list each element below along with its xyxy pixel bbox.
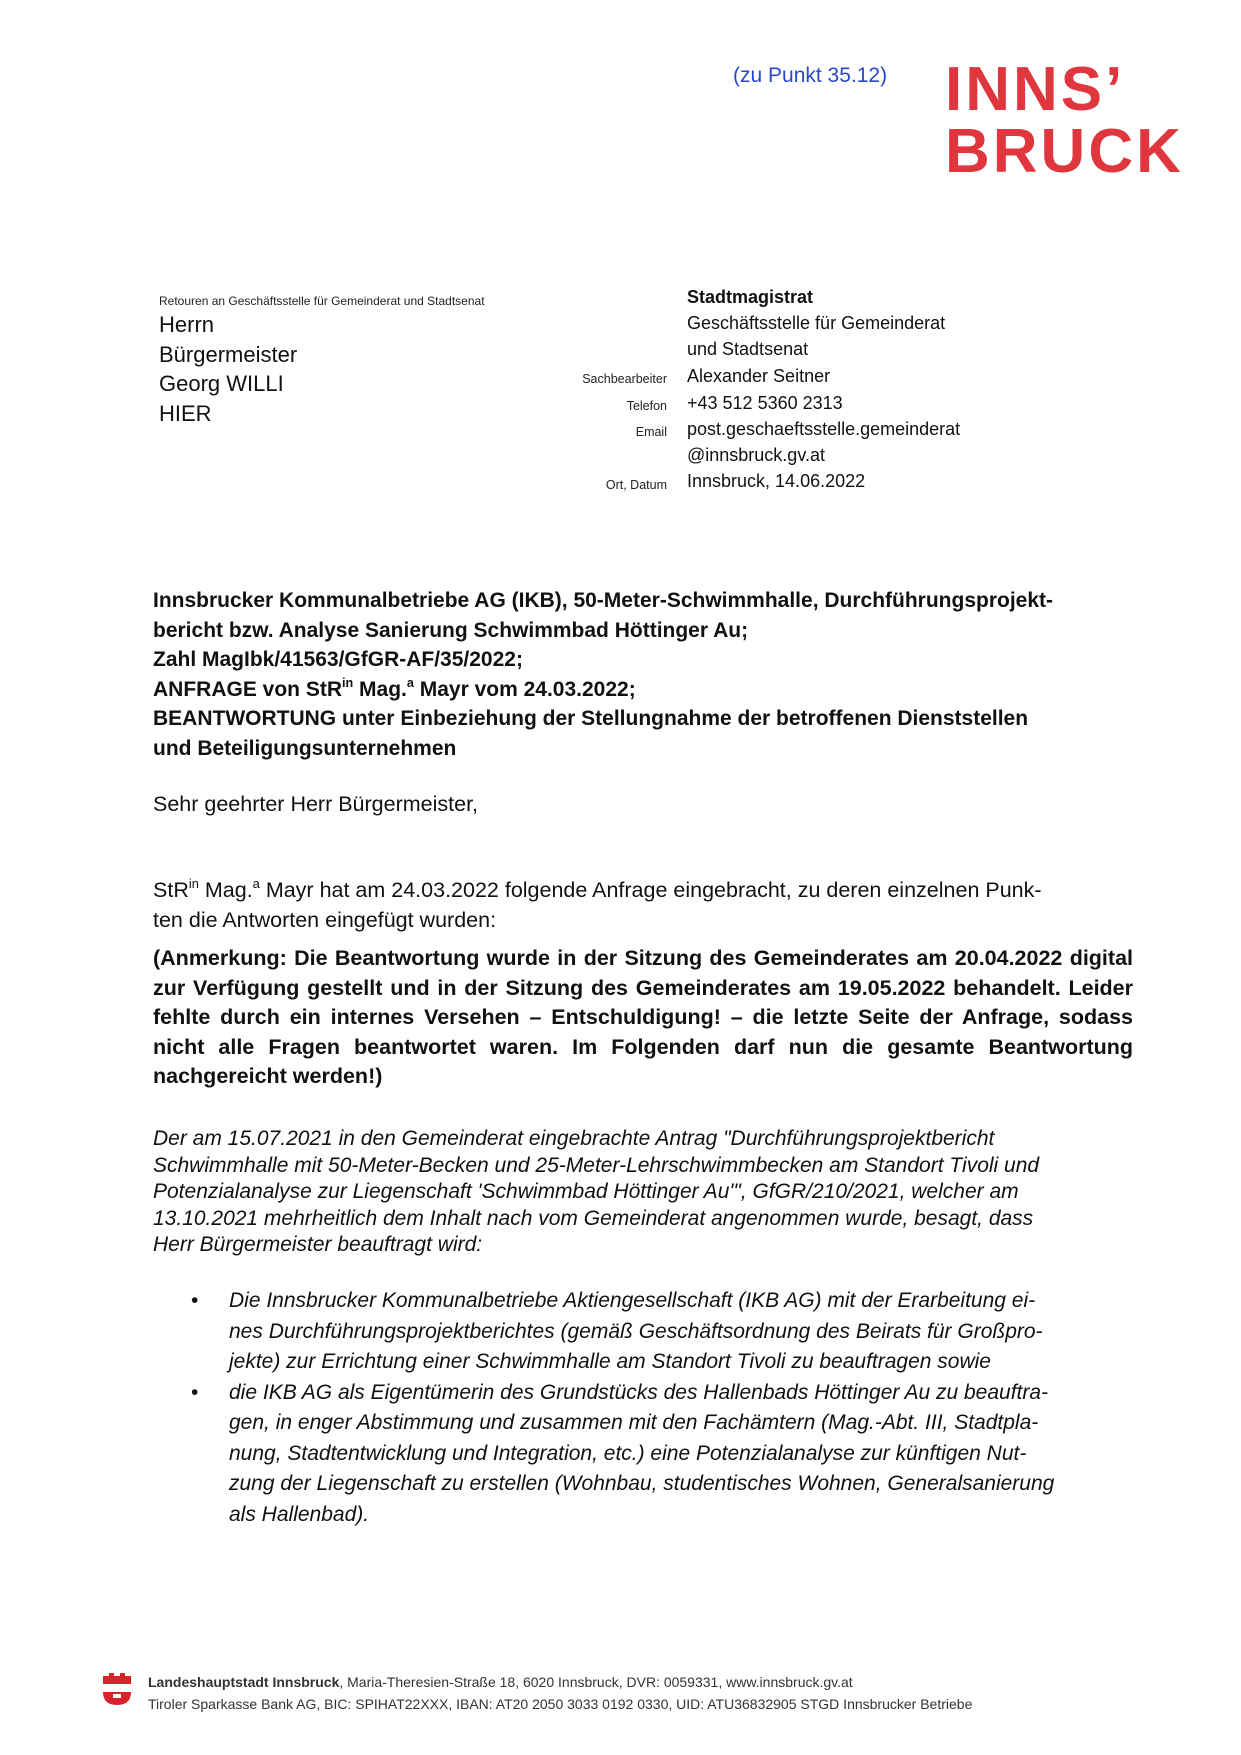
subject-line: ANFRAGE von StR$^{in}$ Mag.$^a$ Mayr vom 24.03.2022; — [153, 675, 636, 701]
recipient-line: Bürgermeister — [159, 341, 298, 367]
footer — [100, 1664, 1160, 1724]
list-item: • Die Innsbrucker Kommunalbetriebe Aktiengesellschaft (IKB AG) mit der Erarbeitung ei- nes Durchführungsprojektberichtes (gemäß Geschäftsordnung des Beirats für Großpro- jekte) zur Errichtung einer Schwimmhalle am Standort Tivoli zu beauftragen sowie — [153, 1286, 1143, 1378]
recipient-line: HIER — [159, 400, 212, 426]
email-line-2: @innsbruck.gv.at — [687, 445, 825, 465]
subject-line: bericht bzw. Analyse Sanierung Schwimmbad Höttinger Au; — [153, 618, 749, 642]
subject-line: Zahl MagIbk/41563/GfGR-AF/35/2022; — [153, 648, 523, 671]
sender-dept-line-2: und Stadtsenat — [687, 339, 809, 359]
date-value: Innsbruck, 14.06.2022 — [687, 471, 866, 491]
subject-heading — [153, 586, 1143, 763]
footer-line-1: Landeshauptstadt Innsbruck, Maria-Theresien-Straße 18, 6020 Innsbruck, DVR: 0059331, www.innsbruck.gv.at — [148, 1674, 853, 1690]
quoted-motion: Der am 15.07.2021 in den Gemeinderat eingebrachte Antrag "Durchführungsprojektbericht Schwimmhalle mit 50-Meter-Becken und 25-Meter-Lehrschwimmbecken am Standort Tivoli und Potenzialanalyse zur Liegenschaft 'Schwimmbad Höttinger Au'", GfGR/210/2021, welcher am 13.10.2021 mehrheitlich dem Inhalt nach vom Gemeinderat angenommen wurde, besagt, dass Herr Bürgermeister beauftragt wird: — [153, 1127, 1040, 1256]
salutation: Sehr geehrter Herr Bürgermeister, — [153, 792, 479, 816]
reference-note: (zu Punkt 35.12) — [733, 64, 888, 87]
intro-paragraph: StR$^{in}$ Mag.$^a$ Mayr hat am 24.03.2022 folgende Anfrage eingebracht, zu deren einzelnen Punk- ten die Antworten eingefügt wurden: — [153, 875, 1042, 932]
subject-line: Innsbrucker Kommunalbetriebe AG (IKB), 50-Meter-Schwimmhalle, Durchführungsprojekt- — [153, 589, 1054, 612]
sender-dept-line-1: Geschäftsstelle für Gemeinderat — [687, 313, 946, 333]
phone-label: Telefon — [626, 399, 667, 413]
remark-paragraph: (Anmerkung: Die Beantwortung wurde in der Sitzung des Gemeinderates am 20.04.2022 digital zur Verfügung gestellt und in der Sitzung des Gemeinderates am 19.05.2022 behandelt. Leider fehlte durch ein internes Versehen – Entschuldigung! – die letzte Seite der Anfrage, sodass nicht alle Fragen beantwortet waren. Im Folgenden darf nun die gesamte Beantwortung nachgereicht werden!) — [153, 946, 1133, 1088]
motion-bullet-list — [153, 1286, 1143, 1530]
logo-line-1: INNS’ — [945, 56, 1126, 124]
recipient-address — [159, 310, 297, 428]
email-line-1: post.geschaeftsstelle.gemeinderat — [687, 419, 961, 439]
recipient-line: Georg WILLI — [159, 371, 284, 396]
recipient-line: Herrn — [159, 312, 215, 337]
bullet-icon: • — [191, 1289, 199, 1312]
clerk-label: Sachbearbeiter — [582, 372, 667, 386]
logo-line-2: BRUCK — [945, 117, 1184, 176]
bullet-icon: • — [191, 1380, 199, 1404]
innsbruck-logo — [945, 56, 1195, 176]
footer-line-2: Tiroler Sparkasse Bank AG, BIC: SPIHAT22XXX, IBAN: AT20 2050 3033 0192 0330, UID: ATU36832905 STGD Innsbrucker Betriebe — [148, 1696, 973, 1712]
date-label: Ort, Datum — [605, 478, 667, 492]
list-item: • die IKB AG als Eigentümerin des Grundstücks des Hallenbads Höttinger Au zu beauftra- gen, in enger Abstimmung und zusammen mit den Fachämtern (Mag.-Abt. III, Stadtpla- nung, Stadtentwicklung und Integration, etc.) eine Potenzialanalyse zur künftigen Nut- zung der Liegenschaft zu erstellen (Wohnbau, studentisches Wohnen, Generalsanierung als Hallenbad). — [153, 1378, 1143, 1531]
city-crest-icon — [102, 1672, 132, 1706]
subject-line: und Beteiligungsunternehmen — [153, 736, 457, 760]
sender-name: Stadtmagistrat — [687, 287, 814, 307]
subject-line: BEANTWORTUNG unter Einbeziehung der Stellungnahme der betroffenen Dienststellen — [153, 707, 1029, 730]
return-address-line: Retouren an Geschäftsstelle für Gemeinderat und Stadtsenat — [159, 294, 485, 308]
phone-number: +43 512 5360 2313 — [687, 393, 843, 413]
clerk-name: Alexander Seitner — [687, 366, 831, 386]
email-label: Email — [635, 425, 667, 439]
